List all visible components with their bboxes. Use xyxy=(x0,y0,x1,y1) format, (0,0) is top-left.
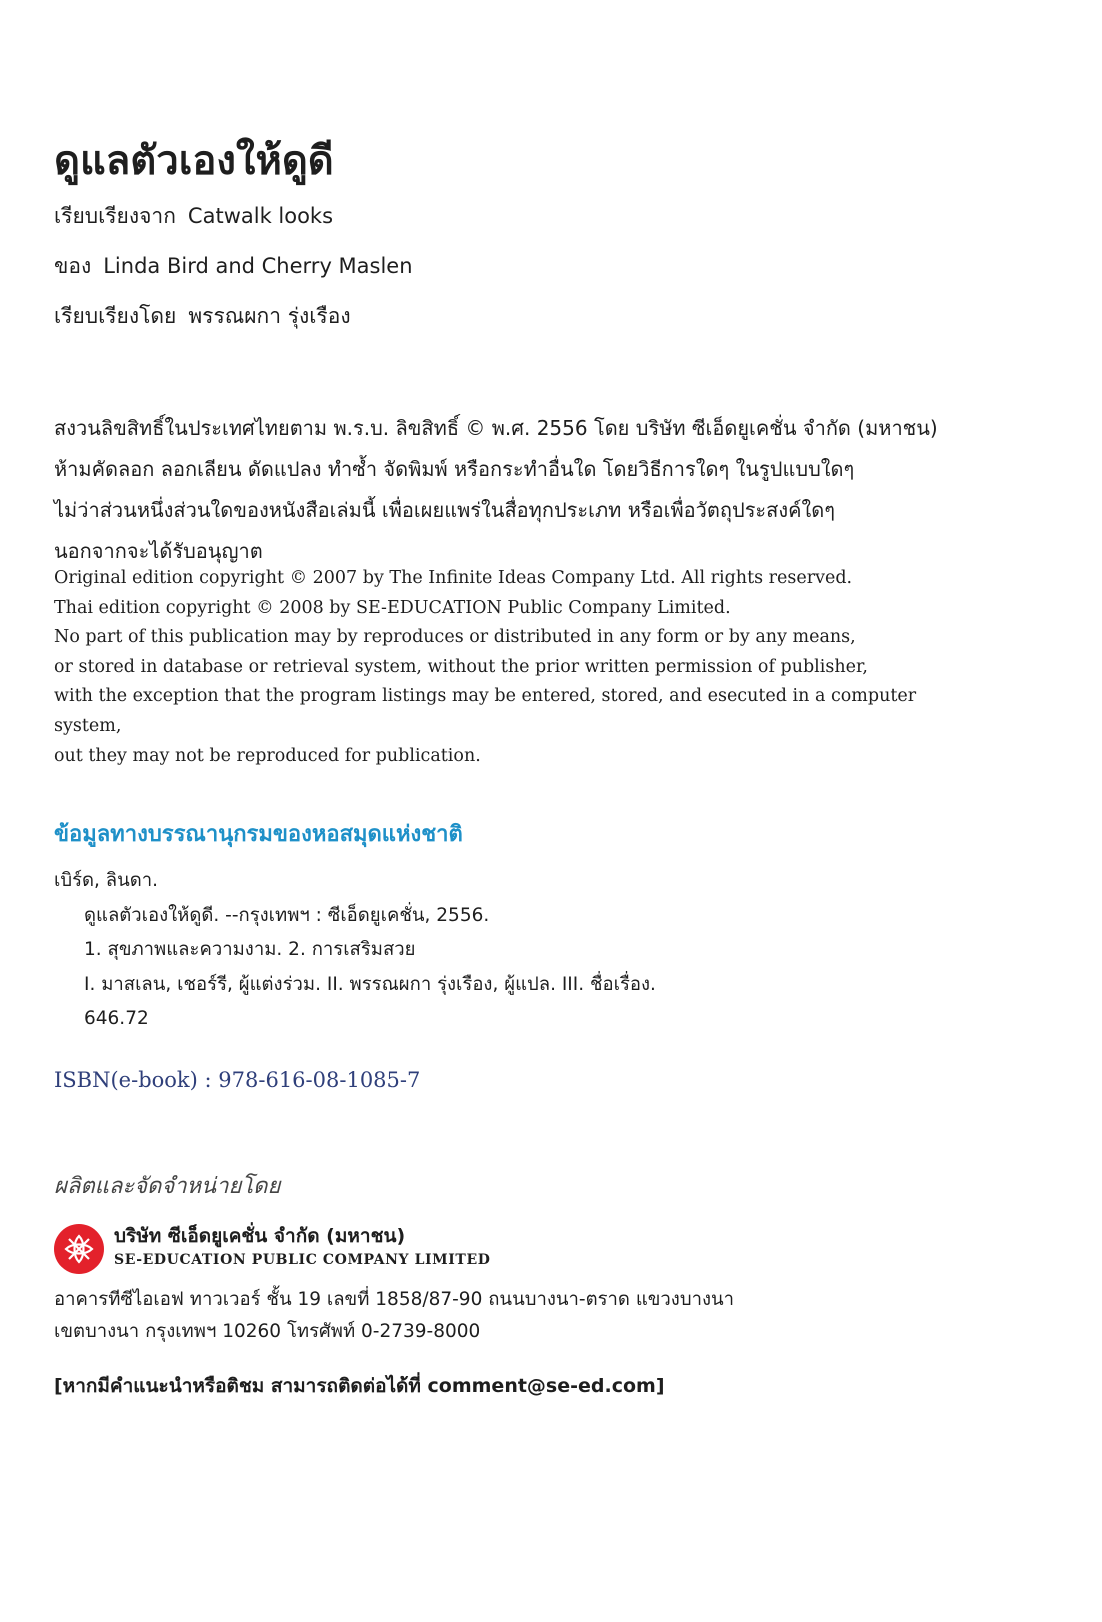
thai-copyright-notice xyxy=(54,408,1064,572)
cip-line: 646.72 xyxy=(84,1008,149,1029)
cip-record xyxy=(54,864,954,1037)
compiler-label: เรียบเรียงโดย xyxy=(54,304,177,328)
compiler-line xyxy=(54,301,351,331)
isbn: ISBN(e-book) : 978-616-08-1085-7 xyxy=(54,1068,421,1092)
cip-line: เบิร์ด, ลินดา. xyxy=(54,870,159,891)
company-name-thai: บริษัท ซีเอ็ดยูเคชั่น จำกัด (มหาชน) xyxy=(114,1225,406,1247)
english-copyright-line: with the exception that the program listings may be entered, stored, and esecuted in a computer xyxy=(54,686,917,707)
english-copyright-line: or stored in database or retrieval system, without the prior written permission of publisher, xyxy=(54,656,868,677)
thai-copyright-line: ไม่ว่าส่วนหนึ่งส่วนใดของหนังสือเล่มนี้ เพื่อเผยแพร่ในสื่อทุกประเภท หรือเพื่อวัตถุประสงค์ใดๆ xyxy=(54,498,836,522)
se-ed-logo-icon xyxy=(54,1224,104,1274)
english-copyright-line: No part of this publication may by reproduces or distributed in any form or by any means, xyxy=(54,627,856,648)
english-copyright-line: Thai edition copyright © 2008 by SE-EDUCATION Public Company Limited. xyxy=(54,597,731,618)
source-value: Catwalk looks xyxy=(187,204,334,228)
english-copyright-notice xyxy=(54,564,974,771)
source-label: เรียบเรียงจาก xyxy=(54,204,176,228)
address-line: อาคารทีซีไอเอฟ ทาวเวอร์ ชั้น 19 เลขที่ 1858/87-90 ถนนบางนา-ตราด แขวงบางนา xyxy=(54,1289,735,1310)
author-line xyxy=(54,251,413,281)
english-copyright-line: out they may not be reproduced for publication. xyxy=(54,745,481,766)
cip-heading: ข้อมูลทางบรรณานุกรมของหอสมุดแห่งชาติ xyxy=(54,822,463,847)
author-label: ของ xyxy=(54,254,92,278)
thai-copyright-line: ห้ามคัดลอก ลอกเลียน ดัดแปลง ทำซ้ำ จัดพิมพ์ หรือกระทำอื่นใด โดยวิธีการใดๆ ในรูปแบบใดๆ xyxy=(54,457,855,481)
company-address xyxy=(54,1284,734,1348)
cip-line: 1. สุขภาพและความงาม. 2. การเสริมสวย xyxy=(84,939,416,960)
english-copyright-line: Original edition copyright © 2007 by The Infinite Ideas Company Ltd. All rights reserved. xyxy=(54,568,853,588)
company-name-english: SE-EDUCATION PUBLIC COMPANY LIMITED xyxy=(114,1252,491,1268)
book-title: ดูแลตัวเองให้ดูดี xyxy=(54,138,334,184)
thai-copyright-line: นอกจากจะได้รับอนุญาต xyxy=(54,539,263,563)
thai-copyright-line: สงวนลิขสิทธิ์ในประเทศไทยตาม พ.ร.บ. ลิขสิทธิ์ © พ.ศ. 2556 โดย บริษัท ซีเอ็ดยูเคชั่น จำกัด (มหาชน) xyxy=(54,416,938,440)
compiler-value: พรรณผกา รุ่งเรือง xyxy=(188,304,351,328)
source-line xyxy=(54,201,333,231)
cip-line: ดูแลตัวเองให้ดูดี. --กรุงเทพฯ : ซีเอ็ดยูเคชั่น, 2556. xyxy=(84,904,490,926)
english-copyright-line: system, xyxy=(54,715,122,736)
author-value: Linda Bird and Cherry Maslen xyxy=(103,254,413,278)
distribution-label: ผลิตและจัดจำหน่ายโดย xyxy=(54,1174,281,1199)
address-line: เขตบางนา กรุงเทพฯ 10260 โทรศัพท์ 0-2739-8000 xyxy=(54,1321,481,1342)
contact-note: [หากมีคำแนะนำหรือติชม สามารถติดต่อได้ที่ comment@se-ed.com] xyxy=(54,1375,665,1397)
cip-line: I. มาสเลน, เชอร์รี, ผู้แต่งร่วม. II. พรรณผกา รุ่งเรือง, ผู้แปล. III. ชื่อเรื่อง. xyxy=(84,973,656,995)
